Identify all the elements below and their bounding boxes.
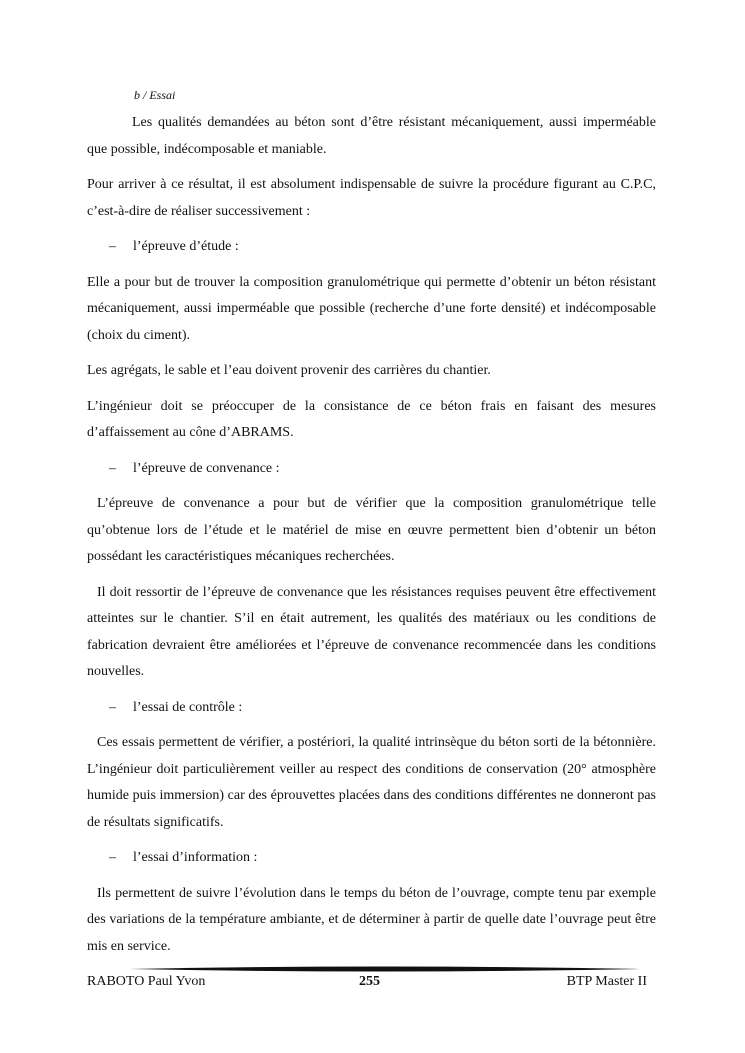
footer-divider — [130, 965, 640, 973]
paragraph-convenance-result: Il doit ressortir de l’épreuve de convenance que les résistances requises peuvent être effectivement atteintes sur le chantier. S’il en était autrement, les qualités des matériaux ou les conditions de fabrication devraient être améliorées et l’épreuve de convenance recommencée dans les conditions nouvelles. — [87, 584, 656, 679]
document-text — [87, 110, 656, 969]
paragraph-aggregates: Les agrégats, le sable et l’eau doivent provenir des carrières du chantier. — [87, 363, 491, 378]
page-footer — [87, 974, 647, 994]
paragraph-controle: Ces essais permettent de vérifier, a postériori, la qualité intrinsèque du béton sorti de la bétonnière. L’ingénieur doit particulièrement veiller au respect des conditions de conservation (20° atmosphère humide puis immersion) car des éprouvettes placées dans des conditions différentes ne donneront pas de résultats significatifs. — [87, 735, 656, 830]
list-item-epreuve-convenance — [87, 456, 656, 483]
dash-bullet-icon: – — [109, 239, 116, 254]
paragraph-procedure: Pour arriver à ce résultat, il est absolument indispensable de suivre la procédure figurant au C.P.C, c’est-à-dire de réaliser successivement : — [87, 177, 656, 219]
list-item-epreuve-etude — [87, 234, 656, 261]
list-item-label: l’essai de contrôle : — [133, 699, 243, 715]
footer-author: RABOTO Paul Yvon — [87, 974, 206, 989]
dash-bullet-icon: – — [109, 850, 116, 865]
paragraph-convenance-goal: L’épreuve de convenance a pour but de vérifier que la composition granulométrique telle qu’obtenue lors de l’étude et le matériel de mise en œuvre permettent bien d’obtenir un béton possédant les caractéristiques mécaniques recherchées. — [87, 496, 656, 564]
dash-bullet-icon: – — [109, 699, 116, 715]
dash-bullet-icon: – — [109, 460, 116, 476]
footer-course: BTP Master II — [566, 974, 647, 989]
paragraph-information: Ils permettent de suivre l’évolution dans le temps du béton de l’ouvrage, compte tenu par exemple des variations de la température ambiante, et de déterminer à partir de quelle date l’ouvrage peut être mis en service. — [87, 885, 656, 954]
list-item-label: l’épreuve de convenance : — [133, 460, 280, 476]
list-item-essai-information — [87, 845, 656, 872]
list-item-essai-controle — [87, 695, 656, 722]
paragraph-etude-goal: Elle a pour but de trouver la composition granulométrique qui permette d’obtenir un béton résistant mécaniquement, aussi imperméable que possible (recherche d’une forte densité) et indécomposable (choix du ciment). — [87, 274, 656, 343]
list-item-label: l’essai d’information : — [133, 850, 258, 865]
list-item-label: l’épreuve d’étude : — [133, 239, 239, 254]
section-title: b / Essai — [134, 88, 176, 102]
paragraph-qualities: Les qualités demandées au béton sont d’être résistant mécaniquement, aussi imperméable que possible, indécomposable et maniable. — [87, 115, 656, 157]
paragraph-abrams: L’ingénieur doit se préoccuper de la consistance de ce béton frais en faisant des mesures d’affaissement au cône d’ABRAMS. — [87, 398, 656, 440]
footer-page-number: 255 — [359, 974, 380, 989]
